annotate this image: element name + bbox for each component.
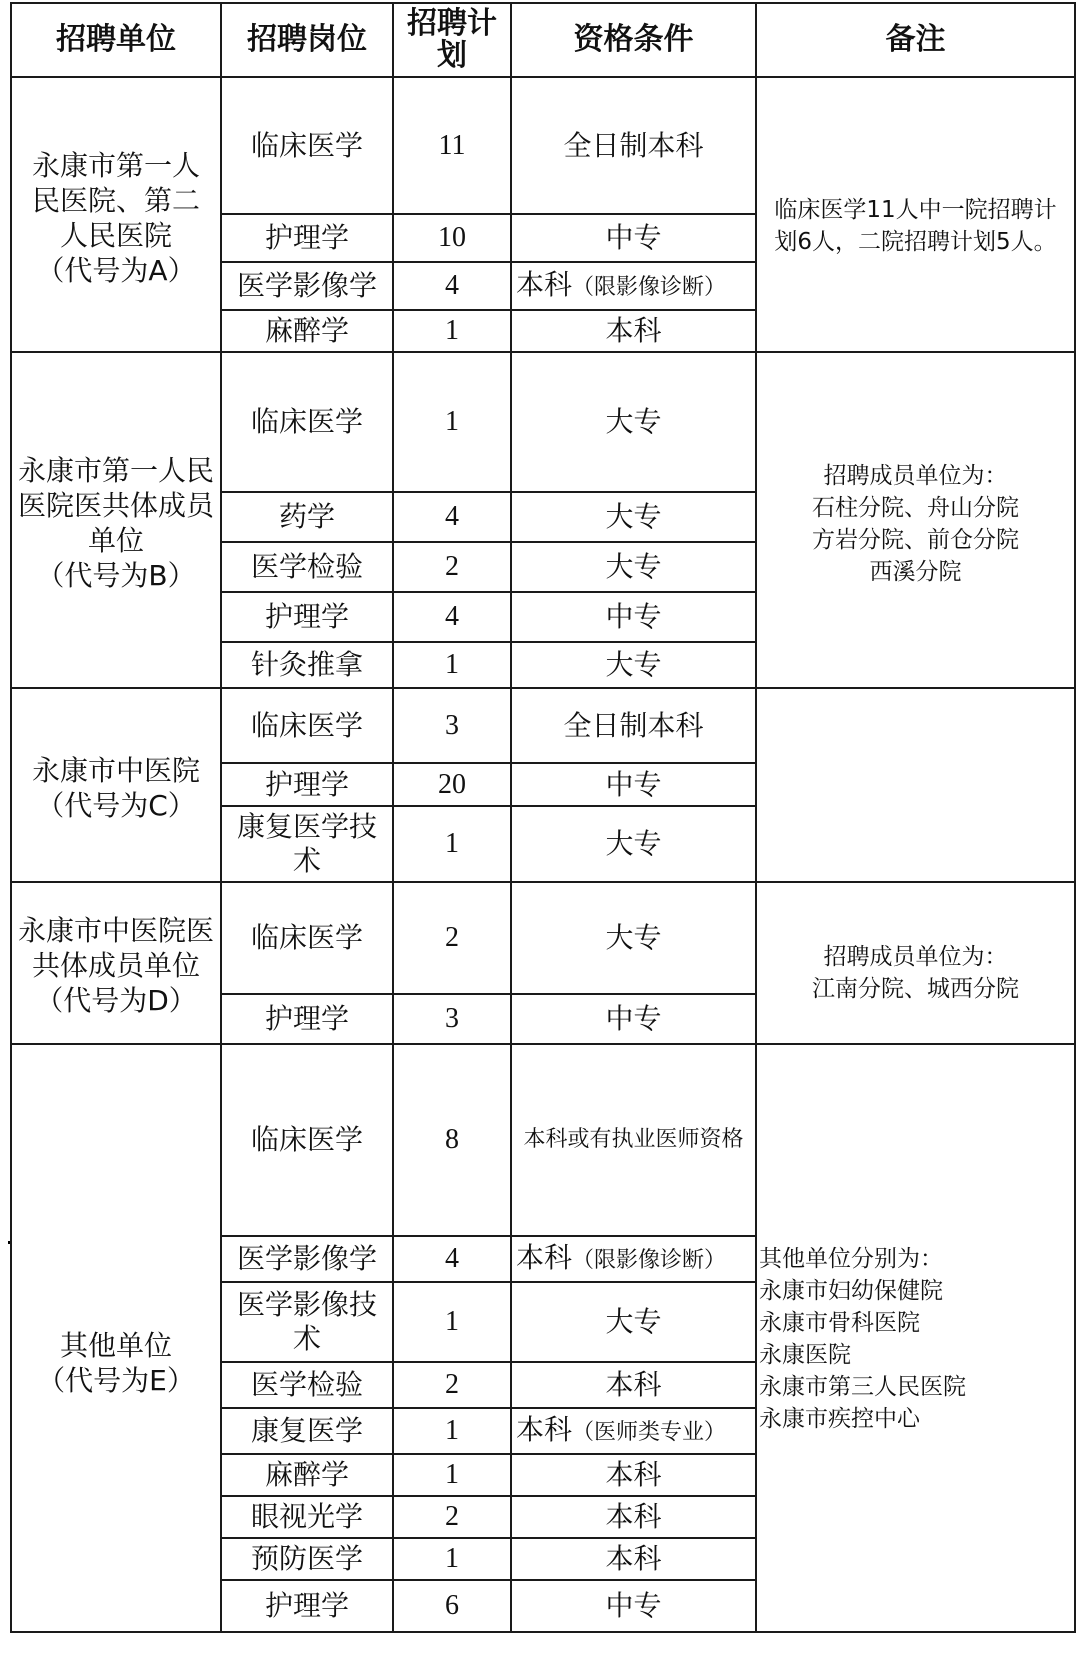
qualification-cell: 大专	[511, 492, 756, 542]
qualification-note: （医师类专业）	[572, 1419, 727, 1445]
qualification-cell: 中专	[511, 592, 756, 642]
position-cell: 临床医学	[221, 882, 393, 994]
qualification-cell: 大专	[511, 642, 756, 688]
unit-cell: 永康市第一人民医院、第二人民医院 （代号为A）	[11, 77, 221, 352]
position-cell: 针灸推拿	[221, 642, 393, 688]
plan-cell: 3	[393, 994, 511, 1044]
qualification-cell: 本科	[511, 1496, 756, 1538]
unit-cell: 其他单位 （代号为E）	[11, 1044, 221, 1632]
position-cell: 眼视光学	[221, 1496, 393, 1538]
table-row	[11, 1044, 1075, 1236]
plan-cell: 4	[393, 262, 511, 310]
qualification-cell: 大专	[511, 806, 756, 882]
qualification-cell: 全日制本科	[511, 77, 756, 214]
plan-cell: 4	[393, 1236, 511, 1282]
plan-cell: 8	[393, 1044, 511, 1236]
plan-cell: 1	[393, 642, 511, 688]
qualification-cell: 本科或有执业医师资格	[511, 1044, 756, 1236]
qualification-cell	[511, 1408, 756, 1454]
qualification-cell: 大专	[511, 542, 756, 592]
plan-cell: 1	[393, 1282, 511, 1362]
qualification-main: 本科	[516, 1240, 573, 1274]
unit-cell: 永康市中医院 （代号为C）	[11, 688, 221, 882]
plan-cell: 10	[393, 214, 511, 262]
qualification-note: （限影像诊断）	[572, 1247, 727, 1273]
qualification-cell: 大专	[511, 352, 756, 492]
position-cell: 药学	[221, 492, 393, 542]
position-cell: 医学检验	[221, 542, 393, 592]
position-cell: 预防医学	[221, 1538, 393, 1580]
qualification-cell: 大专	[511, 1282, 756, 1362]
qualification-cell: 本科	[511, 310, 756, 352]
position-cell: 康复医学技术	[221, 806, 393, 882]
qualification-cell: 中专	[511, 214, 756, 262]
header-remark: 备注	[756, 3, 1075, 77]
table-row	[11, 688, 1075, 763]
qualification-cell: 全日制本科	[511, 688, 756, 763]
qualification-cell: 本科	[511, 1538, 756, 1580]
qualification-cell	[511, 262, 756, 310]
qualification-cell: 本科	[511, 1454, 756, 1496]
remark-cell: 临床医学11人中一院招聘计划6人，二院招聘计划5人。	[756, 77, 1075, 352]
plan-cell: 2	[393, 1362, 511, 1408]
table-row	[11, 77, 1075, 214]
plan-cell: 11	[393, 77, 511, 214]
header-position: 招聘岗位	[221, 3, 393, 77]
header-unit: 招聘单位	[11, 3, 221, 77]
qualification-main: 本科	[516, 267, 573, 301]
qualification-cell: 中专	[511, 1580, 756, 1632]
position-cell: 麻醉学	[221, 1454, 393, 1496]
table-row	[11, 882, 1075, 994]
position-cell: 护理学	[221, 763, 393, 806]
position-cell: 临床医学	[221, 77, 393, 214]
position-cell: 医学检验	[221, 1362, 393, 1408]
position-cell: 康复医学	[221, 1408, 393, 1454]
remark-cell: 其他单位分别为： 永康市妇幼保健院 永康市骨科医院 永康医院 永康市第三人民医院 永康市疾控中心	[756, 1044, 1075, 1632]
position-cell: 临床医学	[221, 1044, 393, 1236]
header-row	[11, 3, 1075, 77]
position-cell: 医学影像学	[221, 1236, 393, 1282]
position-cell: 护理学	[221, 214, 393, 262]
plan-cell: 3	[393, 688, 511, 763]
table-row	[11, 352, 1075, 492]
plan-cell: 4	[393, 492, 511, 542]
plan-cell: 4	[393, 592, 511, 642]
plan-cell: 1	[393, 1454, 511, 1496]
qualification-main: 本科	[516, 1412, 573, 1446]
plan-cell: 6	[393, 1580, 511, 1632]
remark-cell	[756, 688, 1075, 882]
qualification-note: （限影像诊断）	[572, 274, 727, 300]
position-cell: 临床医学	[221, 688, 393, 763]
qualification-cell: 本科	[511, 1362, 756, 1408]
unit-cell: 永康市中医院医共体成员单位 （代号为D）	[11, 882, 221, 1044]
plan-cell: 1	[393, 352, 511, 492]
position-cell: 护理学	[221, 1580, 393, 1632]
position-cell: 麻醉学	[221, 310, 393, 352]
plan-cell: 1	[393, 806, 511, 882]
qualification-cell	[511, 1236, 756, 1282]
position-cell: 护理学	[221, 994, 393, 1044]
unit-cell: 永康市第一人民医院医共体成员单位 （代号为B）	[11, 352, 221, 688]
header-plan: 招聘计划	[393, 3, 511, 77]
position-cell: 护理学	[221, 592, 393, 642]
plan-cell: 1	[393, 310, 511, 352]
remark-cell: 招聘成员单位为： 江南分院、城西分院	[756, 882, 1075, 1044]
plan-cell: 2	[393, 882, 511, 994]
plan-cell: 1	[393, 1408, 511, 1454]
plan-cell: 20	[393, 763, 511, 806]
header-qualification: 资格条件	[511, 3, 756, 77]
recruitment-table	[10, 2, 1076, 1633]
position-cell: 临床医学	[221, 352, 393, 492]
position-cell: 医学影像学	[221, 262, 393, 310]
plan-cell: 2	[393, 542, 511, 592]
position-cell: 医学影像技术	[221, 1282, 393, 1362]
remark-cell: 招聘成员单位为： 石柱分院、舟山分院 方岩分院、前仓分院 西溪分院	[756, 352, 1075, 688]
qualification-cell: 中专	[511, 994, 756, 1044]
plan-cell: 2	[393, 1496, 511, 1538]
plan-cell: 1	[393, 1538, 511, 1580]
qualification-cell: 大专	[511, 882, 756, 994]
qualification-cell: 中专	[511, 763, 756, 806]
